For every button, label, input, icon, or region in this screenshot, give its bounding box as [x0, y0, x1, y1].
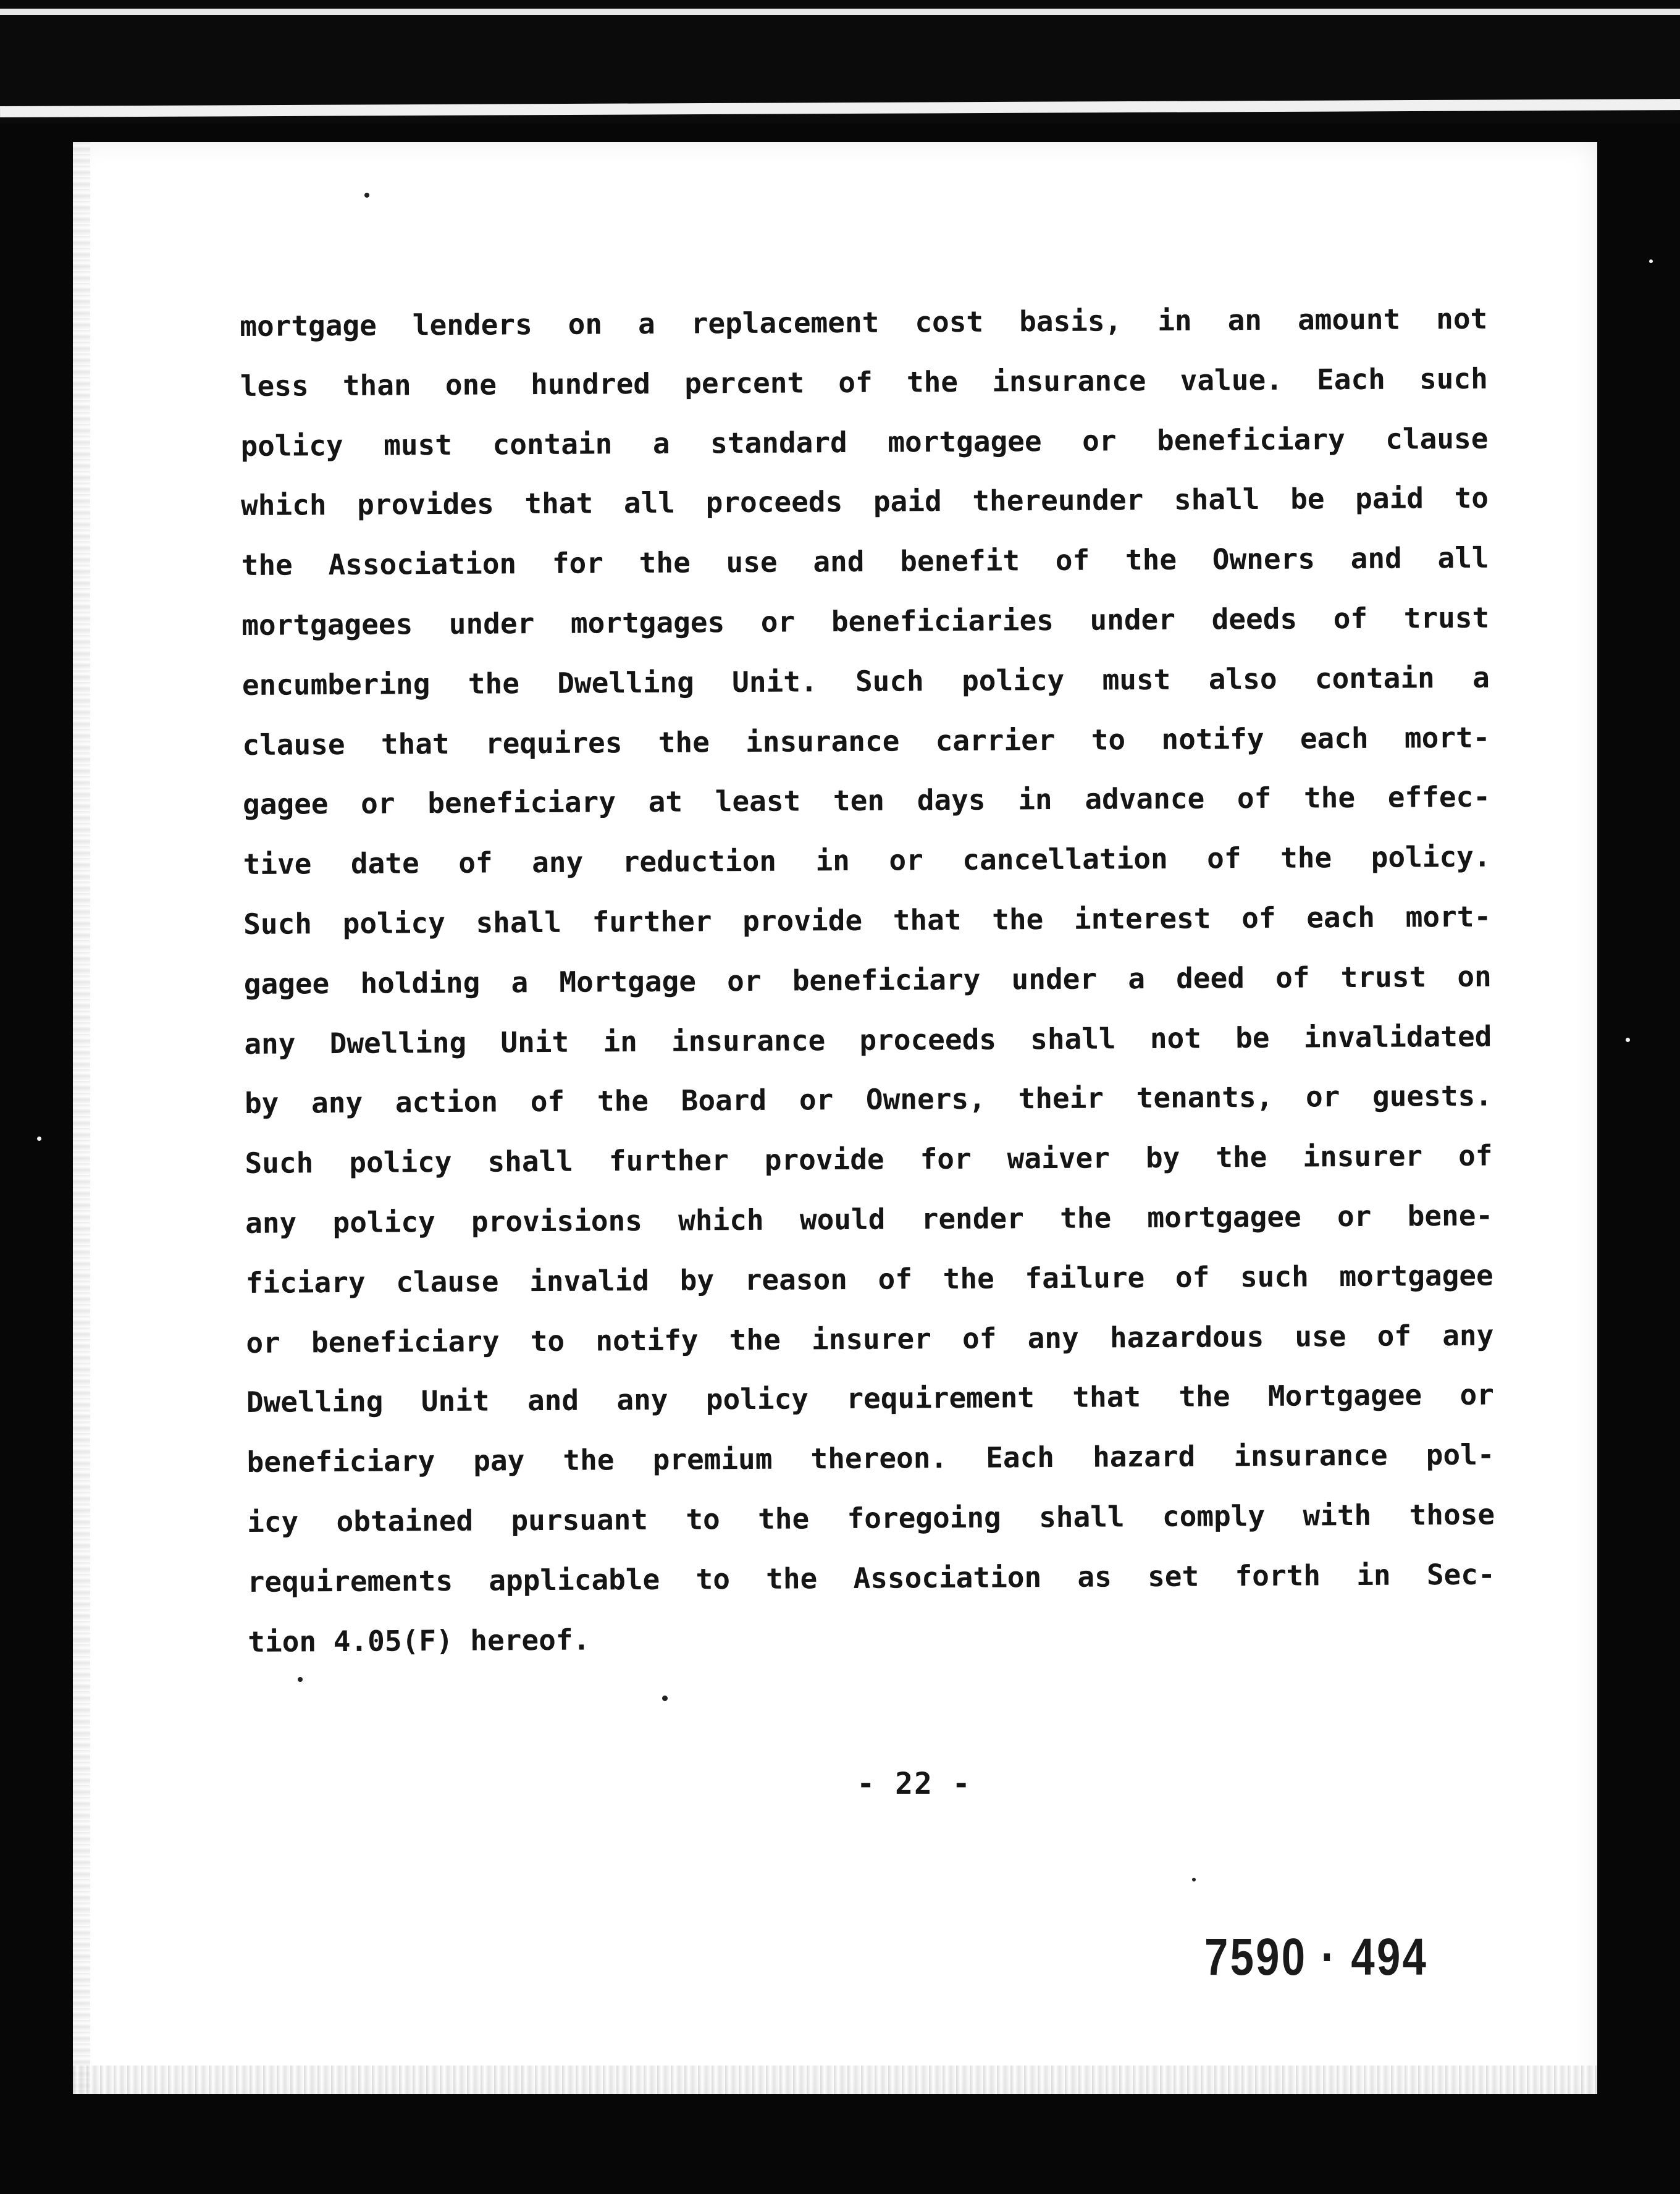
text-line: tive date of any reduction in or cancellation of the policy.: [243, 839, 1491, 881]
scan-speck: [298, 1677, 303, 1682]
text-line: mortgage lenders on a replacement cost basis, in an amount not: [240, 301, 1488, 343]
text-line: gagee holding a Mortgage or beneficiary under a deed of trust on: [243, 959, 1492, 1001]
text-line: icy obtained pursuant to the foregoing shall comply with those: [246, 1497, 1495, 1539]
page-left-edge-noise: [73, 142, 90, 2094]
scanner-top-edge-line: [0, 9, 1680, 15]
text-line: any Dwelling Unit in insurance proceeds shall not be invalidated: [244, 1019, 1492, 1061]
text-line: beneficiary pay the premium thereon. Each hazard insurance pol-: [246, 1437, 1495, 1479]
document-body-text: [240, 289, 1496, 1672]
text-line: any policy provisions which would render the mortgagee or bene-: [245, 1198, 1493, 1240]
text-line: the Association for the use and benefit of the Owners and all: [241, 540, 1489, 582]
text-line: less than one hundred percent of the insurance value. Each such: [240, 361, 1489, 403]
text-line: requirements applicable to the Association as set forth in Sec-: [247, 1557, 1495, 1599]
scan-speck: [364, 193, 369, 198]
page-number: - 22 -: [857, 1767, 972, 1801]
scan-speck: [37, 1137, 41, 1141]
text-line: Such policy shall further provide for waiver by the insurer of: [245, 1138, 1493, 1180]
text-line: Such policy shall further provide that the interest of each mort-: [243, 899, 1492, 941]
text-line: ficiary clause invalid by reason of the failure of such mortgagee: [245, 1258, 1493, 1300]
scan-speck: [1626, 1038, 1630, 1042]
text-line: Dwelling Unit and any policy requirement that the Mortgagee or: [246, 1377, 1495, 1419]
text-line: clause that requires the insurance carrier to notify each mort-: [242, 720, 1490, 762]
scan-speck: [1192, 1878, 1196, 1881]
text-line: policy must contain a standard mortgagee or beneficiary clause: [240, 421, 1489, 463]
text-line: which provides that all proceeds paid thereunder shall be paid to: [240, 481, 1489, 523]
text-line: by any action of the Board or Owners, their tenants, or guests.: [244, 1078, 1493, 1120]
text-line: tion 4.05(F) hereof.: [248, 1623, 590, 1658]
text-line: gagee or beneficiary at least ten days in advance of the effec-: [242, 780, 1491, 822]
page-bottom-edge-noise: [73, 2066, 1597, 2094]
text-line: encumbering the Dwelling Unit. Such policy must also contain a: [242, 660, 1490, 702]
scan-speck: [1649, 259, 1653, 263]
scan-speck: [662, 1696, 668, 1701]
document-stamp-number: 7590 · 494: [1204, 1928, 1429, 1986]
text-line: mortgagees under mortgages or beneficiaries under deeds of trust: [242, 600, 1490, 642]
text-line: or beneficiary to notify the insurer of any hazardous use of any: [246, 1318, 1494, 1360]
